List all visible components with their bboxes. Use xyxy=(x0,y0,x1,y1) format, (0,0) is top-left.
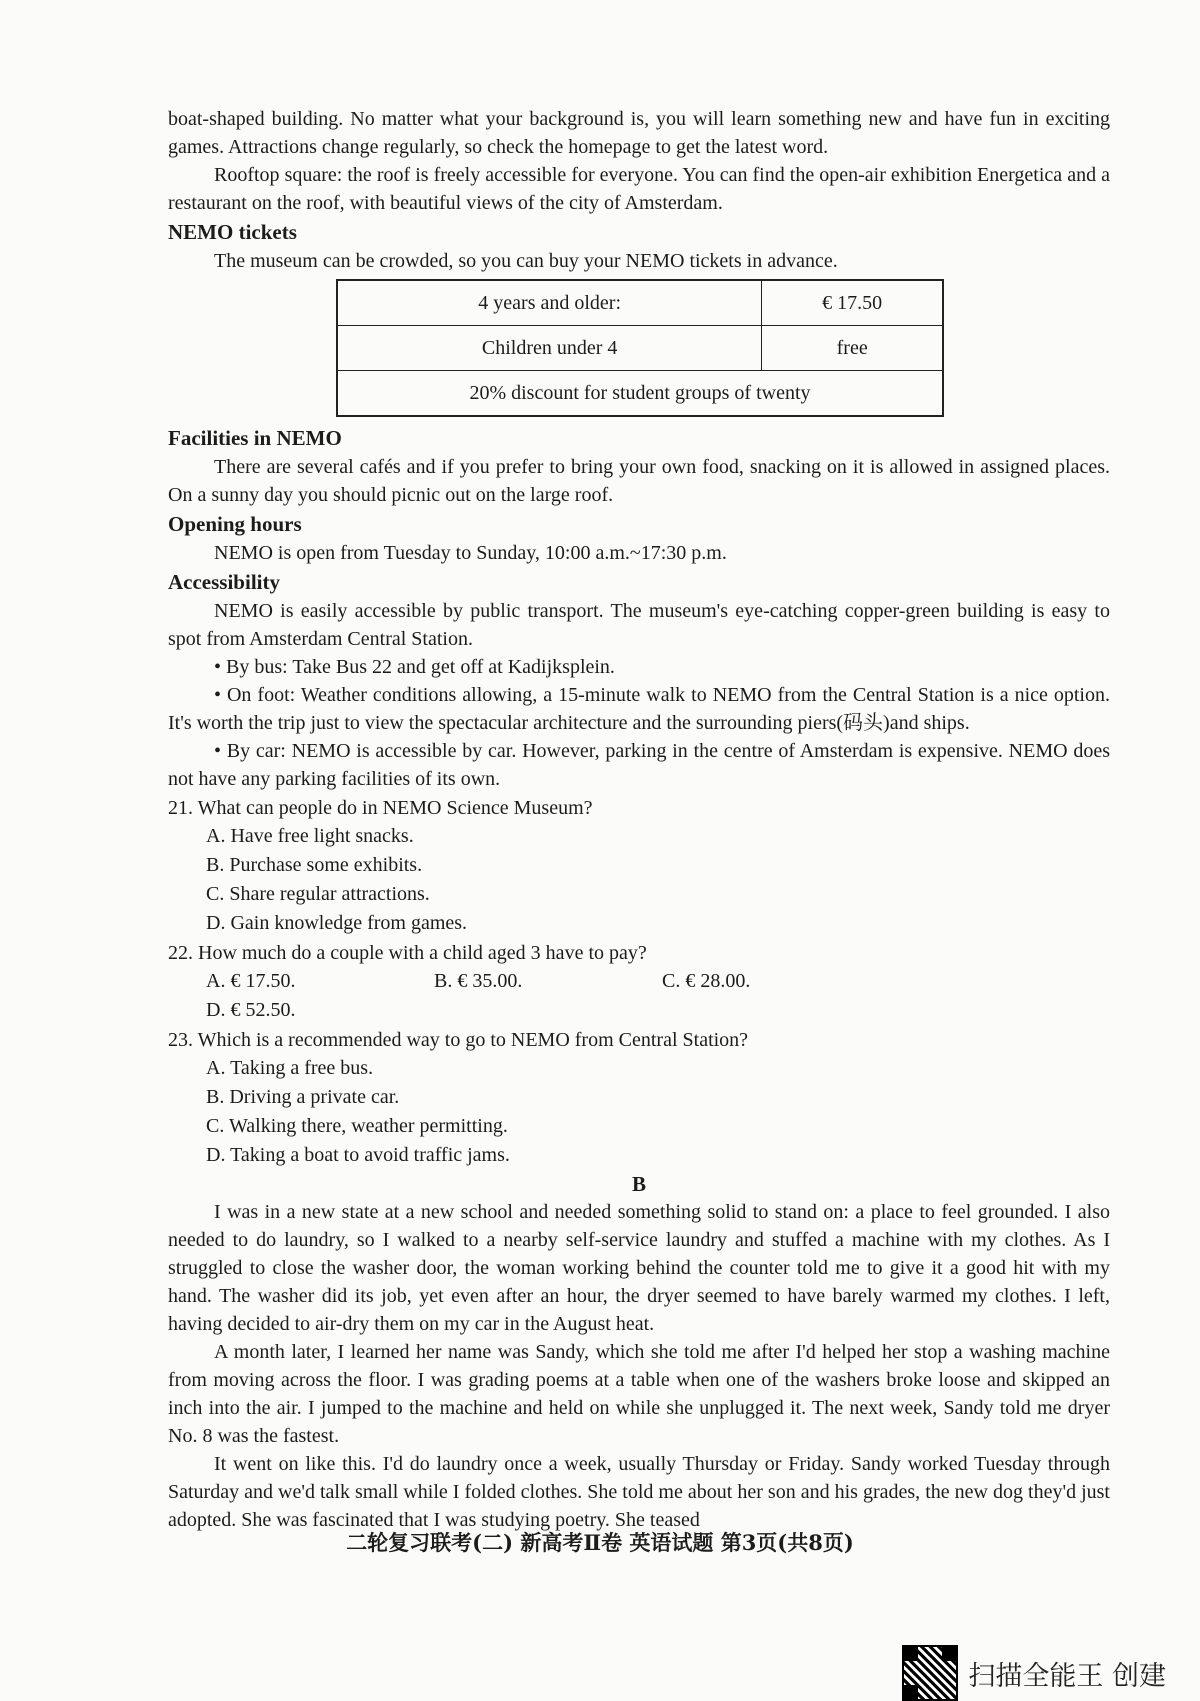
question-21-options xyxy=(168,822,1110,938)
scanner-watermark xyxy=(902,1645,1166,1701)
ticket-label-cell: Children under 4 xyxy=(337,326,762,371)
accessibility-heading: Accessibility xyxy=(168,570,280,594)
tickets-heading: NEMO tickets xyxy=(168,220,297,244)
discount-cell: 20% discount for student groups of twenty xyxy=(337,371,943,417)
intro-paragraph-1: boat-shaped building. No matter what your background is, you will learn something new and have fun in exciting games. Attractions change regularly, so check the homepage to get the latest word. xyxy=(168,108,1110,158)
foot-bullet: • On foot: Weather conditions allowing, a 15-minute walk to NEMO from the Central Station is a nice option. It's worth the trip just to view the spectacular architecture and the surrounding piers(码头)and ships. xyxy=(168,684,1110,734)
intro-paragraph-2: Rooftop square: the roof is freely accessible for everyone. You can find the open-air exhibition Energetica and a restaurant on the roof, with beautiful views of the city of Amsterdam. xyxy=(168,164,1110,214)
option-b: B. Driving a private car. xyxy=(206,1086,400,1108)
facilities-text: There are several cafés and if you prefer to bring your own food, snacking on it is allowed in assigned places. On a sunny day you should picnic out on the large roof. xyxy=(168,456,1110,506)
facilities-heading: Facilities in NEMO xyxy=(168,426,342,450)
exam-page xyxy=(168,105,1110,1534)
ticket-price-cell: € 17.50 xyxy=(762,280,943,326)
option-d: D. Gain knowledge from games. xyxy=(206,912,468,934)
option-b: B. Purchase some exhibits. xyxy=(206,854,423,876)
page-footer: 二轮复习联考(二) 新高考Ⅱ卷 英语试题 第3页(共8页) xyxy=(346,1530,854,1555)
option-a: A. € 17.50. xyxy=(206,970,296,992)
option-d: D. Taking a boat to avoid traffic jams. xyxy=(206,1144,510,1166)
question-22-options xyxy=(168,967,1110,1025)
option-c: C. Share regular attractions. xyxy=(206,883,430,905)
passage-b-paragraph-1: I was in a new state at a new school and needed something solid to stand on: a place to feel grounded. I also needed to do laundry, so I walked to a nearby self-service laundry and stuffed a machine with my clothes. As I struggled to close the washer door, the woman working behind the counter told me to give it a good hit with my hand. The washer did its job, yet even after an hour, the dryer seemed to have barely warmed my clothes. I left, having decided to air-dry them on my car in the August heat. xyxy=(168,1201,1110,1335)
passage-b-paragraph-2: A month later, I learned her name was Sandy, which she told me after I'd helped her stop a washing machine from moving across the floor. I was grading poems at a table when one of the washers broke loose and skipped an inch into the air. I jumped to the machine and held on while she unplugged it. The next week, Sandy told me dryer No. 8 was the fastest. xyxy=(168,1341,1110,1447)
watermark-text: 扫描全能王 创建 xyxy=(968,1660,1166,1692)
hours-text: NEMO is open from Tuesday to Sunday, 10:00 a.m.~17:30 p.m. xyxy=(214,542,727,564)
qr-code-icon xyxy=(902,1645,958,1701)
passage-b-label: B xyxy=(631,1172,646,1196)
question-22-stem: 22. How much do a couple with a child aged 3 have to pay? xyxy=(168,942,647,964)
hours-heading: Opening hours xyxy=(168,512,302,536)
car-bullet: • By car: NEMO is accessible by car. However, parking in the centre of Amsterdam is expensive. NEMO does not have any parking facilities of its own. xyxy=(168,740,1110,790)
question-21-stem: 21. What can people do in NEMO Science Museum? xyxy=(168,797,593,819)
table-row xyxy=(337,326,943,371)
tickets-text: The museum can be crowded, so you can buy your NEMO tickets in advance. xyxy=(214,250,838,272)
bus-bullet: • By bus: Take Bus 22 and get off at Kadijksplein. xyxy=(214,656,615,678)
option-c: C. € 28.00. xyxy=(662,970,751,992)
ticket-price-cell: free xyxy=(762,326,943,371)
option-a: A. Taking a free bus. xyxy=(206,1057,374,1079)
table-row xyxy=(337,371,943,417)
accessibility-text: NEMO is easily accessible by public transport. The museum's eye-catching copper-green building is easy to spot from Amsterdam Central Station. xyxy=(168,600,1110,650)
question-23-options xyxy=(168,1054,1110,1170)
option-d: D. € 52.50. xyxy=(206,999,296,1021)
passage-b-paragraph-3: It went on like this. I'd do laundry once a week, usually Thursday or Friday. Sandy worked Tuesday through Saturday and we'd talk small while I folded clothes. She told me about her son and his grades, the new dog they'd just adopted. She was fascinated that I was studying poetry. She teased xyxy=(168,1453,1110,1531)
ticket-price-table xyxy=(336,279,944,417)
option-b: B. € 35.00. xyxy=(434,970,523,992)
question-23-stem: 23. Which is a recommended way to go to NEMO from Central Station? xyxy=(168,1029,749,1051)
table-row xyxy=(337,280,943,326)
option-c: C. Walking there, weather permitting. xyxy=(206,1115,508,1137)
ticket-label-cell: 4 years and older: xyxy=(337,280,762,326)
option-a: A. Have free light snacks. xyxy=(206,825,414,847)
